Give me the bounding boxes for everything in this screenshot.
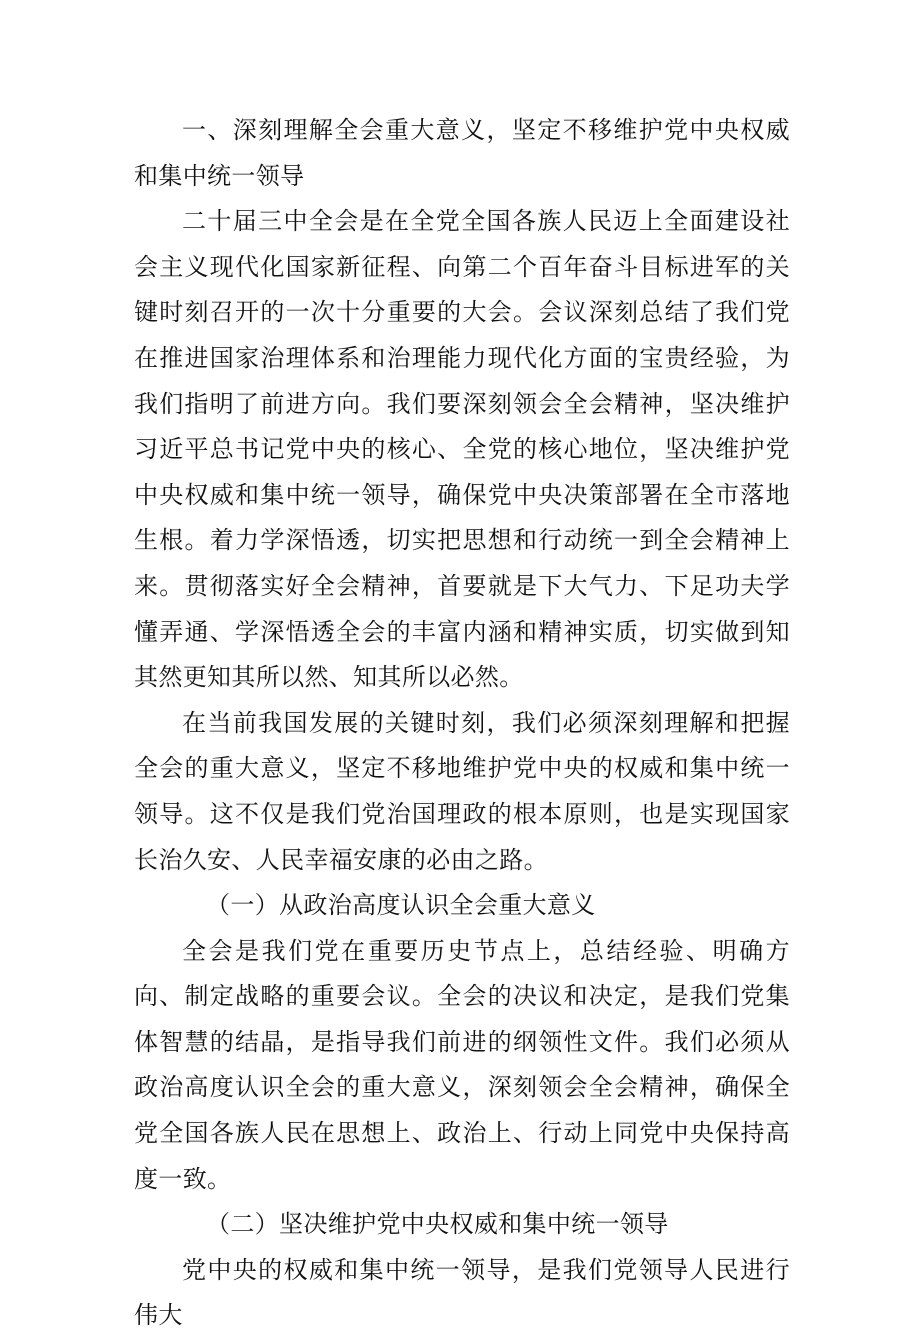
body-paragraph: 党中央的权威和集中统一领导，是我们党领导人民进行伟大 bbox=[134, 1255, 790, 1330]
body-paragraph: 二十届三中全会是在全党全国各族人民迈上全面建设社会主义现代化国家新征程、向第二个百年奋斗目标进军的关键时刻召开的一次十分重要的大会。会议深刻总结了我们党在推进国家治理体系和治理能力现代化方面的宝贵经验，为我们指明了前进方向。我们要深刻领会全会精神，坚决维护习近平总书记党中央的核心、全党的核心地位，坚决维护党中央权威和集中统一领导，确保党中央决策部署在全市落地生根。着力学深悟透，切实把思想和行动统一到全会精神上来。贯彻落实好全会精神，首要就是下大气力、下足功夫学懂弄通、学深悟透全会的丰富内涵和精神实质，切实做到知其然更知其所以然、知其所以必然。 bbox=[134, 207, 790, 692]
body-paragraph: 全会是我们党在重要历史节点上，总结经验、明确方向、制定战略的重要会议。全会的决议和决定，是我们党集体智慧的结晶，是指导我们前进的纲领性文件。我们必须从政治高度认识全会的重大意义，深刻领会全会精神，确保全党全国各族人民在思想上、政治上、行动上同党中央保持高度一致。 bbox=[134, 936, 790, 1193]
document-body bbox=[134, 108, 790, 1339]
body-paragraph: 在当前我国发展的关键时刻，我们必须深刻理解和把握全会的重大意义，坚定不移地维护党中央的权威和集中统一领导。这不仅是我们党治国理政的根本原则，也是实现国家长治久安、人民幸福安康的必由之路。 bbox=[134, 708, 790, 874]
subsection-heading: （一）从政治高度认识全会重大意义 bbox=[206, 891, 596, 920]
subsection-heading: （二）坚决维护党中央权威和集中统一领导 bbox=[206, 1210, 669, 1239]
section-heading: 一、深刻理解全会重大意义，坚定不移维护党中央权威和集中统一领导 bbox=[134, 116, 790, 190]
